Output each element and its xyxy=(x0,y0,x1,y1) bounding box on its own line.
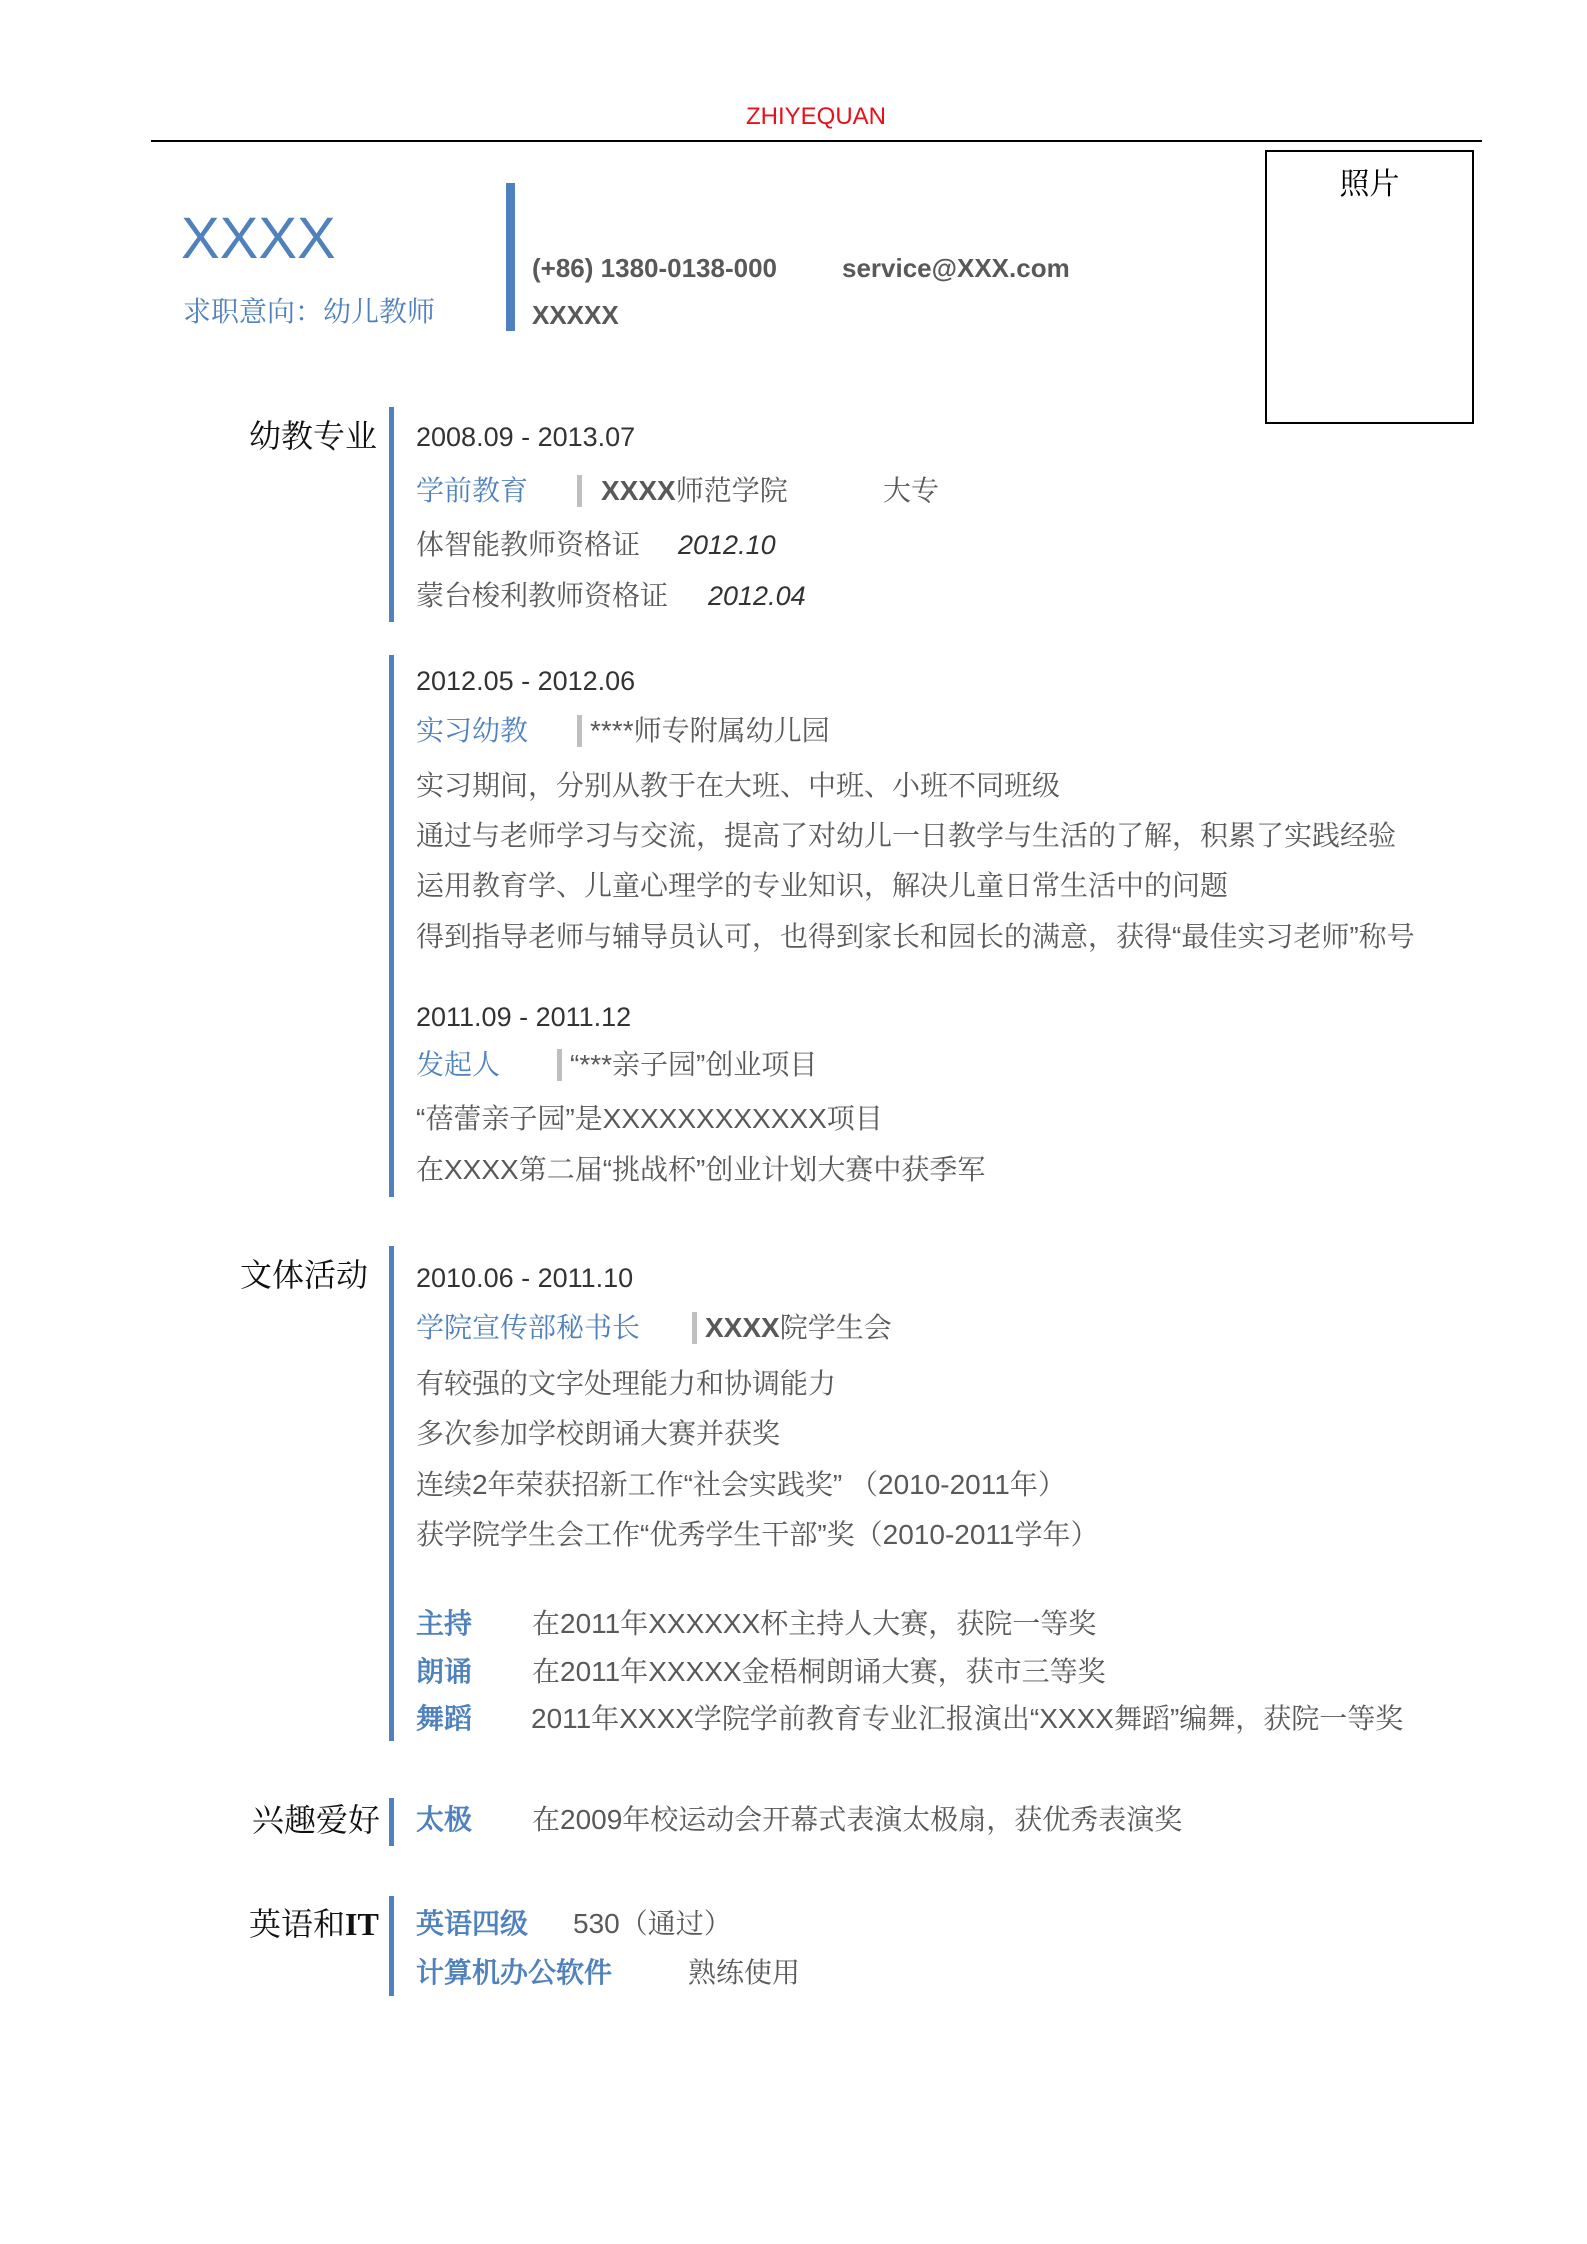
performance-type: 朗诵 xyxy=(416,1656,473,1687)
performance-desc: 在2011年XXXXX金梧桐朗诵大赛，获市三等奖 xyxy=(532,1656,1106,1687)
activities-period: 2010.06 - 2011.10 xyxy=(416,1263,634,1293)
activities-org xyxy=(705,1310,892,1346)
performance-type: 舞蹈 xyxy=(416,1703,473,1734)
experience-detail: 在XXXX第二届“挑战杯”创业计划大赛中获季军 xyxy=(416,1154,986,1185)
experience-divider xyxy=(577,715,582,747)
header-divider xyxy=(151,140,1482,142)
education-divider xyxy=(577,475,582,507)
section-label-skills-cn: 英语和 xyxy=(249,1906,346,1942)
photo-frame xyxy=(1265,150,1474,424)
home-address: XXXXX xyxy=(532,300,619,330)
section-bar-education xyxy=(389,407,394,622)
experience-period: 2011.09 - 2011.12 xyxy=(416,1002,632,1032)
education-school xyxy=(601,473,788,509)
section-bar-hobbies xyxy=(389,1798,394,1846)
certificate-name: 体智能教师资格证 xyxy=(416,529,641,560)
photo-label: 照片 xyxy=(1339,168,1400,201)
section-bar-skills xyxy=(389,1896,394,1996)
education-degree: 大专 xyxy=(883,475,940,506)
activities-detail: 连续2年荣获招新工作“社会实践奖” （2010-2011年） xyxy=(416,1469,1066,1500)
skill-value: 熟练使用 xyxy=(688,1957,801,1988)
experience-detail: 通过与老师学习与交流，提高了对幼儿一日教学与生活的了解，积累了实践经验 xyxy=(416,820,1397,851)
activities-detail: 有较强的文字处理能力和协调能力 xyxy=(416,1368,837,1399)
activities-detail: 多次参加学校朗诵大赛并获奖 xyxy=(416,1418,781,1449)
activities-org-bold: XXXX xyxy=(705,1312,780,1343)
experience-org: ****师专附属幼儿园 xyxy=(590,715,830,746)
section-bar-experience xyxy=(389,655,394,1197)
experience-org: “***亲子园”创业项目 xyxy=(570,1049,818,1080)
section-label-activities: 文体活动 xyxy=(240,1257,369,1293)
hobby-type: 太极 xyxy=(416,1804,473,1835)
certificate-date: 2012.04 xyxy=(708,581,806,611)
experience-detail: “蓓蕾亲子园”是XXXXXXXXXXXX项目 xyxy=(416,1103,883,1134)
certificate-date: 2012.10 xyxy=(678,530,776,560)
education-school-rest: 师范学院 xyxy=(675,475,788,506)
education-school-bold: XXXX xyxy=(601,475,676,506)
activities-detail: 获学院学生会工作“优秀学生干部”奖（2010-2011学年） xyxy=(416,1519,1099,1550)
hobby-desc: 在2009年校运动会开幕式表演太极扇，获优秀表演奖 xyxy=(532,1804,1183,1835)
experience-detail: 得到指导老师与辅导员认可，也得到家长和园长的满意，获得“最佳实习老师”称号 xyxy=(416,921,1415,952)
performance-desc: 在2011年XXXXXX杯主持人大赛，获院一等奖 xyxy=(532,1608,1097,1639)
experience-detail: 运用教育学、儿童心理学的专业知识，解决儿童日常生活中的问题 xyxy=(416,870,1229,901)
activities-role: 学院宣传部秘书长 xyxy=(416,1312,641,1343)
activities-org-rest: 院学生会 xyxy=(779,1312,892,1343)
experience-detail: 实习期间，分别从教于在大班、中班、小班不同班级 xyxy=(416,770,1061,801)
skill-name: 计算机办公软件 xyxy=(416,1957,613,1988)
experience-period: 2012.05 - 2012.06 xyxy=(416,666,636,696)
skill-value: 530（通过） xyxy=(573,1908,732,1939)
activities-divider xyxy=(692,1312,697,1344)
section-bar-activities xyxy=(389,1246,394,1741)
phone-number: (+86) 1380-0138-000 xyxy=(532,253,778,283)
performance-type: 主持 xyxy=(416,1608,473,1639)
header-accent-bar xyxy=(506,183,515,331)
section-label-skills xyxy=(249,1906,379,1942)
experience-role: 发起人 xyxy=(416,1049,501,1080)
skill-name: 英语四级 xyxy=(416,1908,529,1939)
certificate-name: 蒙台梭利教师资格证 xyxy=(416,580,669,611)
header-watermark: ZHIYEQUAN xyxy=(745,103,886,130)
experience-role: 实习幼教 xyxy=(416,715,529,746)
job-objective: 求职意向：幼儿教师 xyxy=(183,296,436,327)
section-label-hobbies: 兴趣爱好 xyxy=(252,1802,381,1838)
section-label-skills-it: IT xyxy=(345,1906,379,1942)
section-label-education: 幼教专业 xyxy=(249,418,378,454)
education-period: 2008.09 - 2013.07 xyxy=(416,422,636,452)
email-address: service@XXX.com xyxy=(842,253,1070,283)
performance-desc: 2011年XXXX学院学前教育专业汇报演出“XXXX舞蹈”编舞，获院一等奖 xyxy=(531,1703,1404,1734)
education-major: 学前教育 xyxy=(416,475,529,506)
candidate-name: XXXX xyxy=(181,206,336,271)
experience-divider xyxy=(557,1049,562,1081)
